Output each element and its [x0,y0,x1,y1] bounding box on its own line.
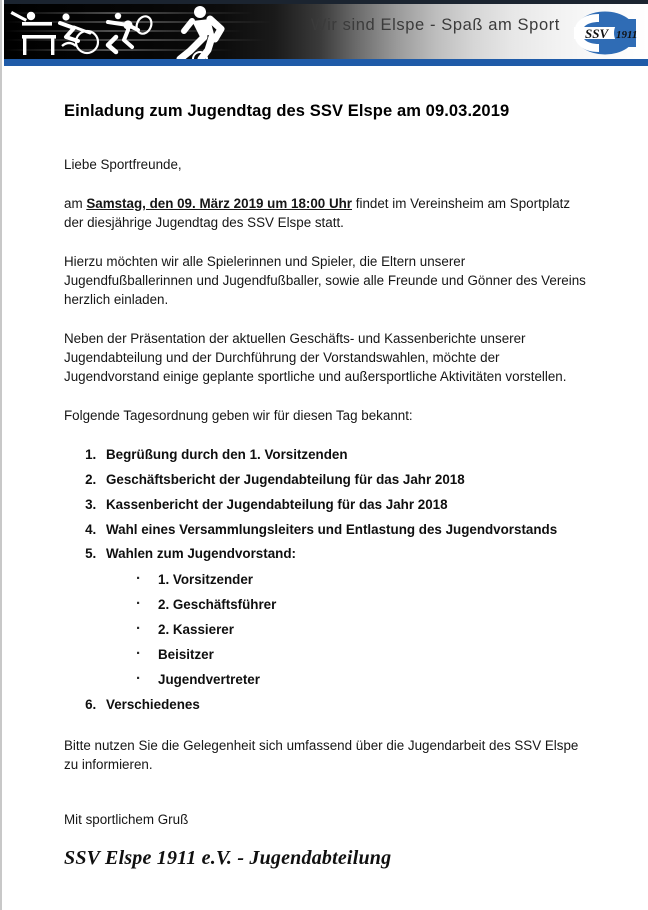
agenda-subitem: · Beisitzer [132,647,590,663]
agenda-sublist [106,572,590,688]
paragraph-date [64,194,590,232]
motion-streaks [4,4,274,59]
agenda-subitem: · 2. Kassierer [132,622,590,638]
paragraph-program: Neben der Präsentation der aktuellen Geschäfts- und Kassenberichte unserer Jugendabteilung und der Durchführung der Vorstandswahlen, möchte der Jugendvorstand einige geplante sportliche und außersportliche Aktivitäten vorstellen. [64,331,567,385]
document-content [4,70,648,910]
agenda-subitem: · Jugendvertreter [132,672,590,688]
date-prefix: am [64,196,87,212]
agenda-list [64,447,590,714]
site-header-banner [4,0,648,70]
agenda-item [100,546,590,688]
agenda-item-label: Wahlen zum Jugendvorstand: [106,546,296,562]
banner-gradient [4,4,648,59]
agenda-item: 1. Begrüßung durch den 1. Vorsitzenden [100,447,590,464]
logo-monogram-text: SSV [585,26,609,41]
agenda-subitem: · 2. Geschäftsführer [132,597,590,613]
paragraph-invitation: Hierzu möchten wir alle Spielerinnen und Spieler, die Eltern unserer Jugendfußballerinnen und Jugendfußballer, sowie alle Freunde und Gönner des Vereins herzlich einladen. [64,254,586,308]
club-logo [570,9,640,57]
regards-line: Mit sportlichem Gruß [64,812,189,828]
banner-accent-rule [4,59,648,66]
logo-year-text: 1911 [616,29,638,41]
closing-paragraph: Bitte nutzen Sie die Gelegenheit sich umfassend über die Jugendarbeit des SSV Elspe zu informieren. [64,738,579,773]
salutation: Liebe Sportfreunde, [64,157,182,172]
agenda-subitem: · 1. Vorsitzender [132,572,590,588]
sport-pictograms-group [4,4,274,59]
page-title: Einladung zum Jugendtag des SSV Elspe am 09.03.2019 [64,102,510,120]
date-suffix: findet im Vereinsheim am Sportplatz der diesjährige Jugendtag des SSV Elspe statt. [64,196,571,231]
agenda-intro: Folgende Tagesordnung geben wir für diesen Tag bekannt: [64,408,413,424]
header-tagline: Wir sind Elspe - Spaß am Sport [310,16,560,34]
event-datetime: Samstag, den 09. März 2019 um 18:00 Uhr [86,196,353,212]
signature-line: SSV Elspe 1911 e.V. - Jugendabteilung [64,847,392,870]
agenda-item: 6. Verschiedenes [100,697,590,714]
agenda-item: 2. Geschäftsbericht der Jugendabteilung für das Jahr 2018 [100,472,590,489]
agenda-item: 4. Wahl eines Versammlungsleiters und Entlastung des Jugendvorstands [100,522,590,539]
agenda-item: 3. Kassenbericht der Jugendabteilung für das Jahr 2018 [100,497,590,514]
